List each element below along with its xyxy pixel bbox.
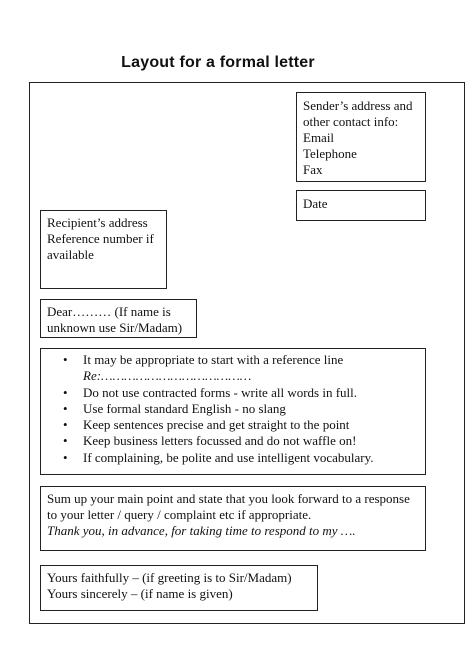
tips-list-continued: [59, 385, 419, 466]
recipient-line: available: [47, 247, 94, 262]
closing-line: Yours sincerely – (if name is given): [47, 586, 233, 601]
recipient-address-box: [40, 210, 167, 289]
summary-line: Sum up your main point and state that you look forward to a response: [47, 491, 410, 506]
bullet-icon: •: [63, 352, 68, 367]
greeting-line: Dear……… (If name is: [47, 304, 171, 319]
bullet-icon: •: [63, 384, 68, 400]
tip-text: Keep sentences precise and get straight to the point: [83, 417, 350, 433]
bullet-icon: •: [63, 449, 68, 465]
tips-box: [40, 348, 426, 475]
recipient-line: Recipient’s address: [47, 215, 148, 230]
list-item: [59, 433, 419, 449]
summary-thanks-line: Thank you, in advance, for taking time to respond to my ….: [47, 523, 356, 538]
greeting-line: unknown use Sir/Madam): [47, 320, 183, 335]
tip-text: It may be appropriate to start with a reference line: [83, 352, 344, 367]
list-item: [59, 417, 419, 433]
list-item: [59, 401, 419, 417]
list-item: [59, 352, 419, 368]
tip-text: Use formal standard English - no slang: [83, 400, 286, 416]
list-item: [59, 450, 419, 466]
page-title: Layout for a formal letter: [121, 54, 315, 71]
list-item: [59, 385, 419, 401]
summary-box: [40, 486, 426, 551]
greeting-box: [40, 299, 197, 338]
summary-line: to your letter / query / complaint etc if appropriate.: [47, 507, 312, 522]
tip-text: If complaining, be polite and use intelligent vocabulary.: [83, 449, 374, 465]
sender-address-box: [296, 92, 426, 182]
bullet-icon: •: [63, 400, 68, 416]
date-label: Date: [303, 196, 328, 211]
sender-line: Email: [303, 130, 335, 145]
tips-list: [59, 352, 419, 368]
recipient-line: Reference number if: [47, 231, 154, 246]
sender-line: other contact info:: [303, 114, 399, 129]
sender-line: Telephone: [303, 146, 357, 161]
bullet-icon: •: [63, 433, 68, 449]
tip-text: Keep business letters focussed and do not waffle on!: [83, 433, 357, 449]
sender-line: Fax: [303, 162, 323, 177]
date-box: [296, 190, 426, 221]
sender-line: Sender’s address and: [303, 98, 413, 113]
closing-box: [40, 565, 318, 611]
closing-line: Yours faithfully – (if greeting is to Sir/Madam): [47, 570, 292, 585]
tip-text: Do not use contracted forms - write all words in full.: [83, 384, 358, 400]
bullet-icon: •: [63, 417, 68, 433]
reference-line: Re:…………………………………: [83, 368, 252, 384]
